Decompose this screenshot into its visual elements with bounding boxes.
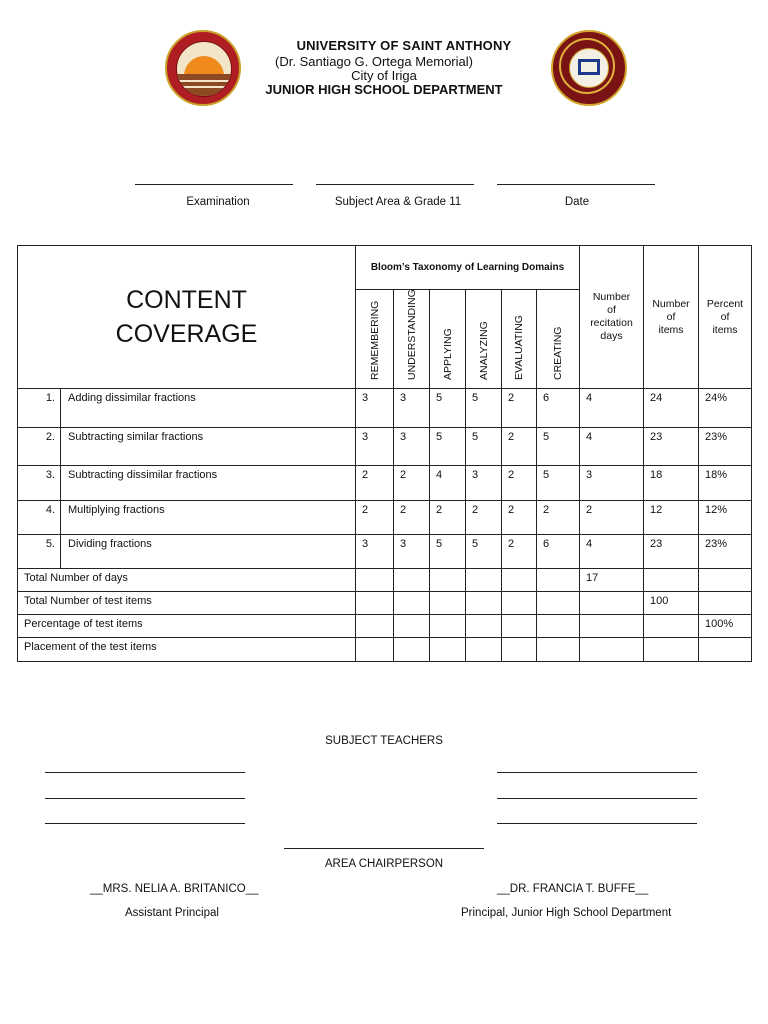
teacher-signature-line[interactable] [45,772,245,773]
header-city: City of Iriga [351,68,417,83]
subject-teachers-label: SUBJECT TEACHERS [325,735,443,747]
cell-remembering: 3 [356,389,394,428]
cell-evaluating: 2 [502,428,537,466]
date-label: Date [564,196,590,208]
principal-name: __DR. FRANCIA T. BUFFE__ [497,883,649,895]
percentage-label: Percentage of test items [18,615,356,638]
subject-area-label: Subject Area & Grade 11 [334,196,462,208]
cell-percent: 12% [699,501,752,535]
row-number: 3. [18,466,61,501]
domain-creating: CREATING [537,290,580,389]
domain-analyzing: ANALYZING [466,290,502,389]
date-blank[interactable] [497,176,655,185]
domain-understanding: UNDERSTANDING [394,290,430,389]
assistant-principal-name: __MRS. NELIA A. BRITANICO__ [90,883,259,895]
cell-applying: 5 [430,389,466,428]
teacher-signature-line[interactable] [497,798,697,799]
cell-applying: 2 [430,501,466,535]
cell-understanding: 3 [394,389,430,428]
cell-recitation-days: 4 [580,535,644,569]
teacher-signature-line[interactable] [45,798,245,799]
assistant-principal-title: Assistant Principal [125,907,219,919]
cell-items: 12 [644,501,699,535]
cell-items: 24 [644,389,699,428]
cell-evaluating: 2 [502,466,537,501]
cell-remembering: 2 [356,501,394,535]
domain-evaluating: EVALUATING [502,290,537,389]
cell-creating: 6 [537,535,580,569]
total-days-label: Total Number of days [18,569,356,592]
cell-creating: 6 [537,389,580,428]
header-memorial: (Dr. Santiago G. Ortega Memorial) [275,54,473,69]
cell-analyzing: 2 [466,501,502,535]
cell-understanding: 2 [394,466,430,501]
blooms-taxonomy-header: Bloom’s Taxonomy of Learning Domains [356,246,580,290]
recitation-days-header: Number of recitation days [580,246,644,389]
examination-blank[interactable] [135,176,293,185]
cell-remembering: 3 [356,428,394,466]
row-topic: Adding dissimilar fractions [61,389,356,428]
row-topic: Multiplying fractions [61,501,356,535]
row-topic: Subtracting similar fractions [61,428,356,466]
percent-of-items-header: Percent of items [699,246,752,389]
cell-applying: 5 [430,535,466,569]
total-days-value: 17 [580,569,644,592]
cell-recitation-days: 3 [580,466,644,501]
cell-creating: 5 [537,466,580,501]
cell-creating: 2 [537,501,580,535]
cell-recitation-days: 4 [580,428,644,466]
examination-label: Examination [186,196,250,208]
row-number: 4. [18,501,61,535]
row-number: 5. [18,535,61,569]
cell-evaluating: 2 [502,389,537,428]
percentage-row [18,615,752,638]
cell-creating: 5 [537,428,580,466]
total-days-row [18,569,752,592]
placement-row [18,638,752,662]
content-coverage-title: CONTENT COVERAGE [18,246,356,389]
cell-percent: 24% [699,389,752,428]
cell-analyzing: 5 [466,535,502,569]
teacher-signature-line[interactable] [497,772,697,773]
table-row [18,501,752,535]
row-topic: Subtracting dissimilar fractions [61,466,356,501]
cell-analyzing: 3 [466,466,502,501]
cell-recitation-days: 4 [580,389,644,428]
cell-remembering: 3 [356,535,394,569]
total-items-row [18,592,752,615]
cell-percent: 18% [699,466,752,501]
content-coverage-table [17,245,752,662]
cell-recitation-days: 2 [580,501,644,535]
table-row [18,428,752,466]
principal-title: Principal, Junior High School Department [461,907,672,919]
cell-evaluating: 2 [502,535,537,569]
header-department: JUNIOR HIGH SCHOOL DEPARTMENT [265,82,503,97]
table-row [18,535,752,569]
cell-analyzing: 5 [466,428,502,466]
row-number: 2. [18,428,61,466]
percentage-value: 100% [699,615,752,638]
area-chairperson-signature-line[interactable] [284,848,484,849]
cell-understanding: 3 [394,428,430,466]
table-row [18,389,752,428]
cell-items: 18 [644,466,699,501]
row-topic: Dividing fractions [61,535,356,569]
row-number: 1. [18,389,61,428]
domain-remembering: REMEMBERING [356,290,394,389]
cell-items: 23 [644,535,699,569]
cell-applying: 4 [430,466,466,501]
cell-remembering: 2 [356,466,394,501]
cell-items: 23 [644,428,699,466]
cell-applying: 5 [430,428,466,466]
teacher-signature-line[interactable] [497,823,697,824]
subject-area-blank[interactable] [316,176,474,185]
cell-understanding: 3 [394,535,430,569]
header-university-name: UNIVERSITY OF SAINT ANTHONY [296,38,512,53]
cell-understanding: 2 [394,501,430,535]
area-chairperson-label: AREA CHAIRPERSON [324,858,444,870]
table-row [18,466,752,501]
total-items-label: Total Number of test items [18,592,356,615]
teacher-signature-line[interactable] [45,823,245,824]
total-items-value: 100 [644,592,699,615]
number-of-items-header: Number of items [644,246,699,389]
cell-percent: 23% [699,535,752,569]
cell-analyzing: 5 [466,389,502,428]
domain-applying: APPLYING [430,290,466,389]
cell-percent: 23% [699,428,752,466]
placement-label: Placement of the test items [18,638,356,662]
cell-evaluating: 2 [502,501,537,535]
